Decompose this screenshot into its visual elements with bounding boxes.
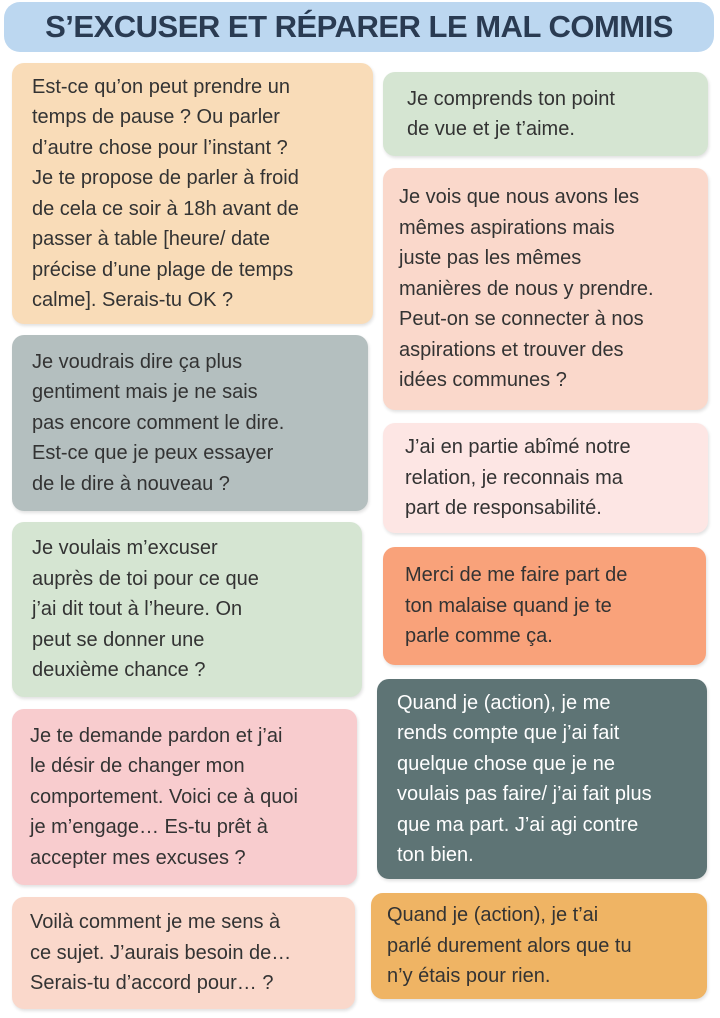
phrase-text: Merci de me faire part de ton malaise quand je te parle comme ça.: [405, 564, 628, 648]
phrase-text: Je comprends ton point de vue et je t’aime.: [407, 87, 615, 140]
phrase-card-acted-against-your-good: [377, 679, 707, 879]
phrase-text: Voilà comment je me sens à ce sujet. J’aurais besoin de… Serais-tu d’accord pour… ?: [30, 911, 292, 995]
phrase-card-spoke-harshly: [371, 893, 707, 999]
phrase-text: Quand je (action), je t’ai parlé durement alors que tu n’y étais pour rien.: [387, 904, 632, 988]
phrase-card-share-responsibility: [383, 423, 708, 533]
phrase-card-understand-point-of-view: [383, 72, 708, 156]
phrase-card-shared-aspirations: [383, 168, 708, 410]
phrase-text: J’ai en partie abîmé notre relation, je reconnais ma part de responsabilité.: [405, 436, 631, 520]
phrase-card-say-it-nicer: [12, 335, 368, 511]
phrase-text: Quand je (action), je me rends compte que j’ai fait quelque chose que je ne voulais pas faire/ j’ai fait plus que ma part. J’ai agi contre ton bien.: [397, 691, 652, 866]
phrase-text: Je vois que nous avons les mêmes aspirations mais juste pas les mêmes manières de nous y prendre. Peut-on se connecter à nos aspirations et trouver des idées communes ?: [399, 186, 654, 392]
phrase-card-ask-forgiveness: [12, 709, 357, 885]
phrase-card-thanks-for-sharing: [383, 547, 706, 665]
title-banner: [4, 2, 714, 52]
phrase-text: Est-ce qu’on peut prendre un temps de pause ? Ou parler d’autre chose pour l’instant ? Je te propose de parler à froid de cela ce soir à 18h avant de passer à table [heure/ date précise d’une plage de temps calme]. Serais-tu OK ?: [32, 75, 299, 311]
phrase-card-pause-proposal: [12, 63, 373, 324]
phrase-text: Je te demande pardon et j’ai le désir de changer mon comportement. Voici ce à quoi je m’engage… Es-tu prêt à accepter mes excuses ?: [30, 724, 298, 869]
page-title: S’EXCUSER ET RÉPARER LE MAL COMMIS: [45, 9, 673, 44]
phrase-card-apology-second-chance: [12, 522, 362, 697]
phrase-text: Je voulais m’excuser auprès de toi pour ce que j’ai dit tout à l’heure. On peut se donner une deuxième chance ?: [32, 537, 259, 682]
phrase-card-how-i-feel: [12, 897, 355, 1009]
phrase-text: Je voudrais dire ça plus gentiment mais je ne sais pas encore comment le dire. Est-ce que je peux essayer de le dire à nouveau ?: [32, 350, 285, 495]
